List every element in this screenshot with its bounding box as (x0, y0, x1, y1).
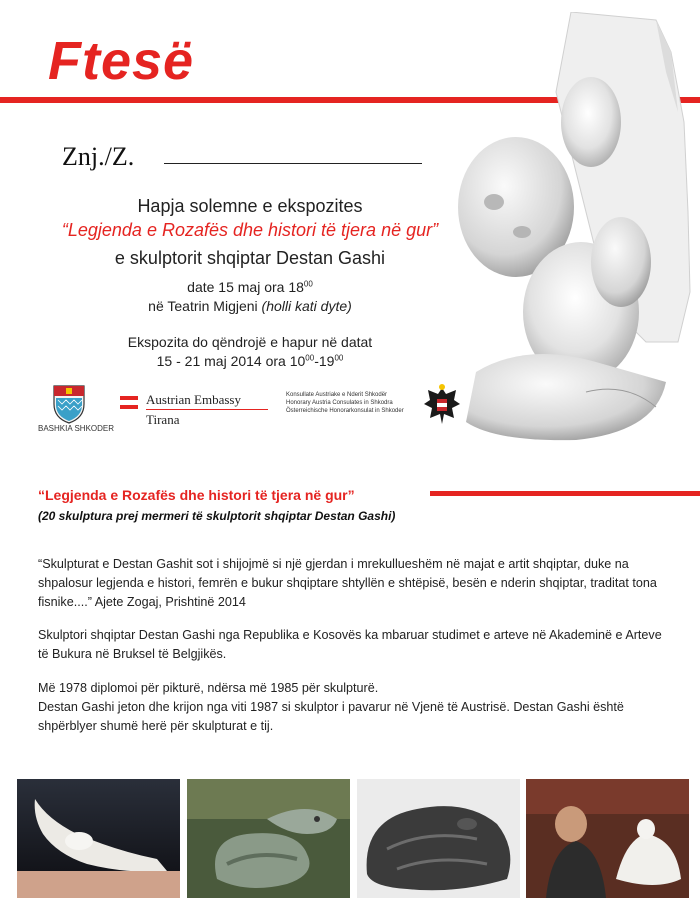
austrian-eagle-icon (422, 382, 462, 426)
opening-line: Hapja solemne e ekspozites (137, 196, 363, 216)
diploma-paragraph: Më 1978 diplomoi për pikturë, ndërsa më 1985 për skulpturë. (38, 681, 379, 695)
embassy-name: Austrian Embassy (146, 392, 241, 407)
open-line: Ekspozita do qëndrojë e hapur në datat (127, 334, 373, 350)
sculpture-photo-2 (187, 779, 350, 898)
dates-sup1: 00 (305, 353, 315, 363)
bashkia-shield-icon (52, 384, 86, 424)
dates-sup2: 00 (334, 353, 344, 363)
section-divider (430, 491, 700, 496)
embassy-divider (146, 409, 268, 410)
date-text: date 15 maj ora 18 (187, 279, 304, 295)
addressee-label: Znj./Z. (62, 142, 135, 171)
date-sup: 00 (303, 279, 313, 289)
consulate-line-2: Honorary Austria Consulates in Shkodra (286, 400, 393, 406)
invitation-title: Ftesë (48, 31, 195, 91)
consulate-line-1: Konsullate Austriake e Nderit Shkodër (286, 392, 388, 398)
career-paragraph: Destan Gashi jeton dhe krijon nga viti 1987 si skulptor i pavarur në Vjenë të Austrisë. Destan Gashi është shpërblyer shumë herë për skulpturat e tij. (38, 700, 624, 733)
dates-line (0, 353, 500, 369)
austria-flag-stripe-icon (120, 405, 138, 409)
sculpture-photo-1 (17, 779, 180, 898)
addressee-blank-line (164, 163, 422, 164)
section-subheading: (20 skulptura prej mermeri të skulptorit shqiptar Destan Gashi) (38, 509, 396, 523)
artist-line: e skulptorit shqiptar Destan Gashi (114, 248, 386, 268)
quote-paragraph: “Skulpturat e Destan Gashit sot i shijojmë si një gjerdan i mrekullueshëm në majat e artit shqiptar, duke na shpalosur legjenda e histori, femrën e bukur shqiptare shtyllën e shtëpisë, besën e nderin shqiptar, traditat tona fisnike....” Ajete Zogaj, Prishtinë 2014 (38, 557, 657, 609)
sculpture-photo-3 (357, 779, 520, 898)
bio-paragraph: Skulptori shqiptar Destan Gashi nga Republika e Kosovës ka mbaruar studimet e arteve në Akademinë e Arteve të Bukura në Bruksel të Belgjikës. (38, 628, 662, 661)
consulate-line-3: Österreichische Honorarkonsulat in Shkoder (286, 408, 404, 414)
bashkia-label: BASHKIA SHKODER (38, 424, 115, 433)
embassy-city: Tirana (146, 412, 180, 427)
dates-dash: -19 (314, 353, 335, 369)
dates-text: 15 - 21 maj 2014 ora 10 (156, 353, 306, 369)
section-heading: “Legjenda e Rozafës dhe histori të tjera në gur” (38, 487, 355, 503)
austria-flag-stripe-icon (120, 396, 138, 400)
venue-text: në Teatrin Migjeni (148, 298, 262, 314)
artist-studio-photo (526, 779, 689, 898)
venue-italic: (holli kati dyte) (261, 298, 352, 314)
exhibition-title: “Legjenda e Rozafës dhe histori të tjera në gur” (61, 220, 439, 240)
date-line (0, 279, 500, 295)
venue-line (0, 298, 500, 314)
consulate-text (286, 391, 404, 415)
